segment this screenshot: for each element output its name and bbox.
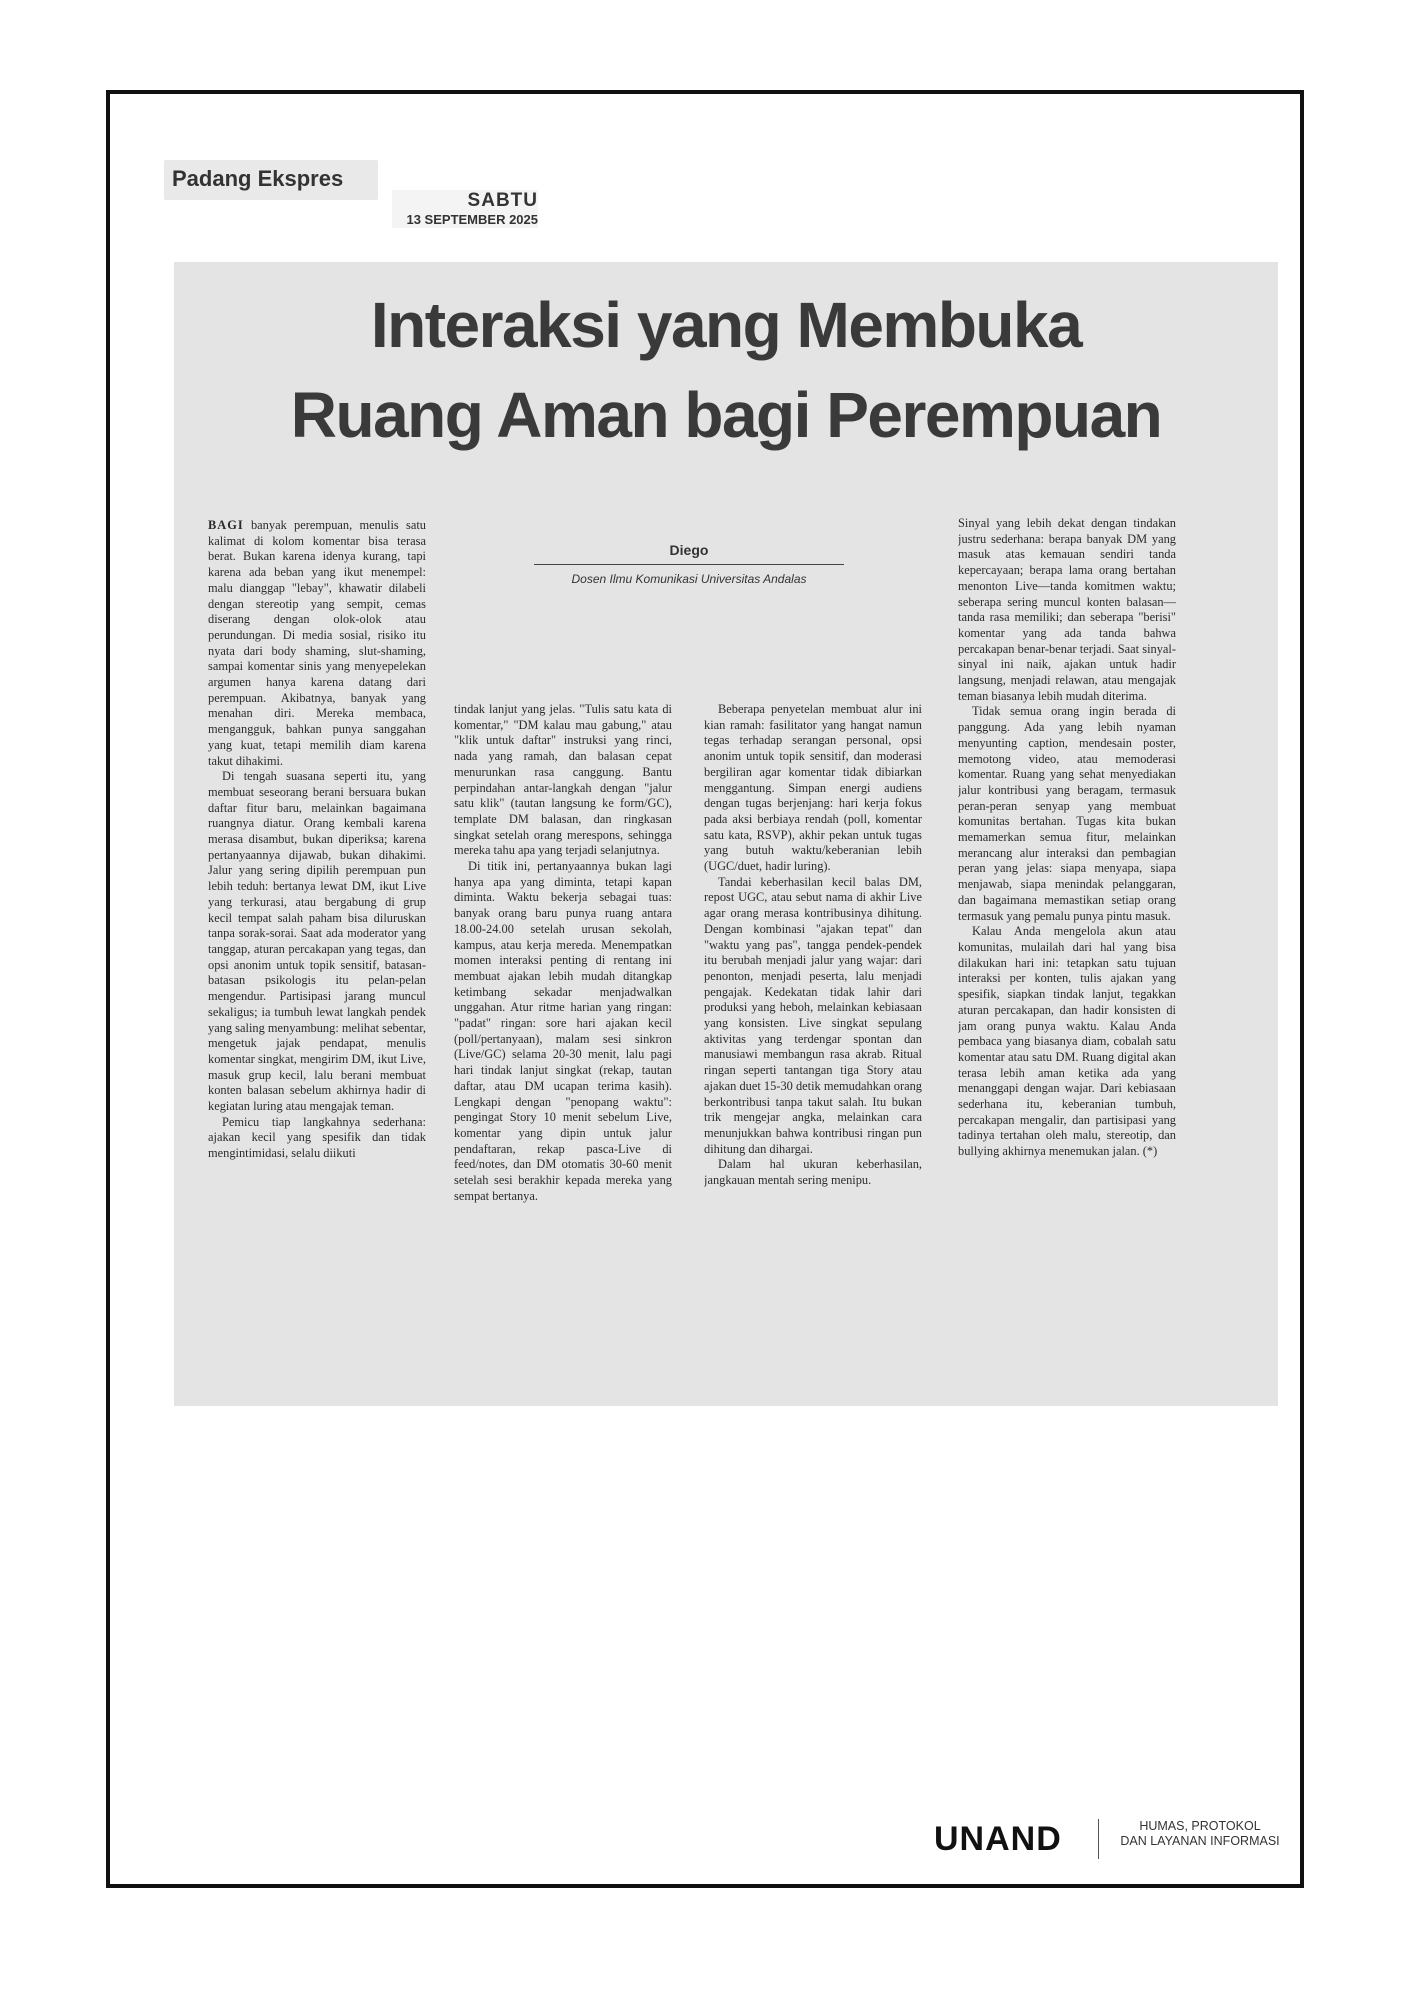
paragraph: Tidak semua orang ingin berada di panggung. Ada yang lebih nyaman menyunting caption, mendesain poster, memotong video, atau memoderasi komentar. Ruang yang sehat menyediakan jalur kontribusi yang beragam, termasuk peran-peran senyap yang membuat komunitas bertahan. Tugas kita bukan memamerkan semua fitur, melainkan merancang alur interaksi dan pembagian peran yang jelas: siapa menyapa, siapa menjawab, siapa menindak pelanggaran, dan bagaimana memastikan setiap orang termasuk yang pemalu punya pintu masuk. [958,704,1176,923]
byline [534,540,844,587]
publication-name: Padang Ekspres [172,166,344,191]
article-column-3 [704,702,922,1398]
newspaper-masthead [164,160,378,200]
paragraph-text: banyak perempuan, menulis satu kalimat di kolom komentar bisa terasa berat. Bukan karena idenya kurang, tapi karena ada beban yang ikut menempel: malu dianggap "lebay", khawatir dilabeli dengan stereotip yang sempit, cemas diserang dengan olok-olok atau perundungan. Di media sosial, risiko itu nyata dari body shaming, slut-shaming, sampai komentar sinis yang menyepelekan argumen hanya karena datang dari perempuan. Akibatnya, banyak yang menahan diri. Mereka membaca, mengangguk, bahkan punya sanggahan yang kuat, tetapi memilih diam karena takut dihakimi. [208,518,426,768]
headline-line-1: Interaksi yang Membuka [370,289,1082,361]
headline-line-2: Ruang Aman bagi Perempuan [290,379,1162,451]
footer-unit-name [1102,1819,1298,1849]
paragraph: Di titik ini, pertanyaannya bukan lagi hanya apa yang diminta, tetapi kapan diminta. Waktu bekerja sebagai tuas: banyak orang baru punya ruang antara 18.00-24.00 setelah urusan sekolah, kampus, atau kerja mereda. Menempatkan momen interaksi penting di rentang ini membuat ajakan lebih mudah ditangkap ketimbang sekadar menjadwalkan unggahan. Atur ritme harian yang ringan: "padat" ringan: sore hari ajakan kecil (poll/pertanyaan), malam sesi sinkron (Live/GC) selama 20-30 menit, lalu pagi hari tindak lanjut singkat (rekap, tautan daftar, atau DM ucapan terima kasih). Lengkapi dengan "penopang waktu": pengingat Story 10 menit sebelum Live, komentar yang dipin untuk jalur pendaftaran, rekap pasca-Live di feed/notes, dan DM otomatis 30-60 menit setelah sesi berakhir kepada mereka yang sempat bertanya. [454,859,672,1203]
paragraph: tindak lanjut yang jelas. "Tulis satu kata di komentar," "DM kalau mau gabung," atau "klik untuk daftar" instruksi yang rinci, nada yang ramah, dan balasan cepat menurunkan rasa canggung. Bantu perpindahan antar-langkah dengan "jalur satu klik" (tautan langsung ke form/GC), template DM balasan, dan ringkasan singkat setelah orang merespons, sehingga mereka tahu apa yang terjadi selanjutnya. [454,702,672,858]
author-affiliation: Dosen Ilmu Komunikasi Universitas Andalas [571,572,807,586]
issue-date [392,190,538,228]
paragraph: Beberapa penyetelan membuat alur ini kian ramah: fasilitator yang hangat namun tegas terhadap serangan personal, opsi anonim untuk topik sensitif, dan moderasi bergiliran agar komentar tidak dibiarkan menggantung. Simpan energi audiens dengan tugas berjenjang: hari kerja fokus pada aksi berbiaya rendah (poll, komentar satu kata, RSVP), akhir pekan untuk tugas yang butuh waktu/keberanian lebih (UGC/duet, hadir luring). [704,702,922,874]
article-column-1 [208,518,426,1398]
article-column-2 [454,702,672,1398]
lead-word: BAGI [208,518,244,532]
paragraph: Kalau Anda mengelola akun atau komunitas, mulailah dari hal yang bisa dilakukan hari ini: tetapkan satu tujuan interaksi per konten, tulis ajakan yang spesifik, siapkan tindak lanjut, tegakkan aturan percakapan, dan hadir konsisten di jam orang punya waktu. Kalau Anda pembaca yang biasanya diam, cobalah satu komentar atau satu DM. Ruang digital akan terasa lebih aman ketika ada yang menanggapi dengan wajar. Dari kebiasaan sederhana itu, keberanian tumbuh, percakapan mengalir, dan partisipasi yang tadinya tertahan oleh malu, stereotip, dan bullying akhirnya menemukan jalan. (*) [958,924,1176,1159]
article-headline [174,280,1278,460]
byline-divider [534,564,844,565]
article-column-4 [958,516,1176,1396]
unit-line-1: HUMAS, PROTOKOL [1139,1819,1261,1833]
issue-day: SABTU [467,190,538,211]
paragraph: Tandai keberhasilan kecil balas DM, repost UGC, atau sebut nama di akhir Live agar orang merasa kontribusinya dihitung. Dengan kombinasi "ajakan tepat" dan "waktu yang pas", tangga pendek-pendek itu berubah menjadi jalur yang wajar: dari penonton, menjadi peserta, lalu menjadi pengajak. Kedekatan tidak lahir dari produksi yang heboh, melainkan kebiasaan yang konsisten. Live singkat sepulang aktivitas yang terdengar spontan dan manusiawi membangun rasa akrab. Ritual ringan seperti tantangan tiga Story atau ajakan duet 15-30 detik memudahkan orang berkontribusi tanpa takut salah. Itu bukan trik mengejar angka, melainkan cara menunjukkan bahwa kontribusi ringan pun dihitung dan dihargai. [704,874,922,1156]
newspaper-clipping [174,262,1278,1406]
paragraph [208,518,426,769]
paragraph: Di tengah suasana seperti itu, yang membuat seseorang berani bersuara bukan daftar fitur baru, melainkan bagaimana ruangnya diatur. Orang kembali karena merasa disambut, bukan diperiksa; karena pertanyaannya dijawab, bukan dihakimi. Jalur yang sering dipilih perempuan pun lebih teduh: bertanya lewat DM, ikut Live yang terkurasi, atau bergabung di grup kecil tempat salah paham bisa diluruskan tanpa sorak-sorai. Saat ada moderator yang tanggap, aturan percakapan yang tegas, dan opsi anonim untuk topik sensitif, batasan-batasan psikologis itu pelan-pelan mengendur. Partisipasi jarang muncul sekaligus; ia tumbuh lewat langkah pendek yang saling menyambung: melihat sebentar, mengetuk jajak pendapat, menulis komentar singkat, mengirim DM, ikut Live, masuk grup kecil, lalu berani membuat konten balasan sebelum akhirnya hadir di kegiatan luring atau mengajak teman. [208,769,426,1114]
unand-logo: UNAND [934,1820,1062,1858]
unit-line-2: DAN LAYANAN INFORMASI [1120,1834,1280,1848]
issue-date-text: 13 SEPTEMBER 2025 [406,212,538,227]
footer-divider [1098,1819,1099,1859]
author-name: Diego [669,542,709,558]
paragraph: Sinyal yang lebih dekat dengan tindakan justru sederhana: berapa banyak DM yang masuk atas kemauan sendiri tanda kepercayaan; berapa lama orang bertahan menonton Live—tanda komitmen waktu; seberapa sering muncul konten balasan—tanda rasa memiliki; dan seberapa "berisi" komentar yang ada tanda bahwa percakapan benar-benar terjadi. Saat sinyal-sinyal ini naik, ajakan untuk hadir langsung, menjadi relawan, atau mengajak teman biasanya lebih mudah diterima. [958,516,1176,703]
paragraph: Dalam hal ukuran keberhasilan, jangkauan mentah sering menipu. [704,1157,922,1188]
paragraph: Pemicu tiap langkahnya sederhana: ajakan kecil yang spesifik dan tidak mengintimidasi, selalu diikuti [208,1114,426,1161]
